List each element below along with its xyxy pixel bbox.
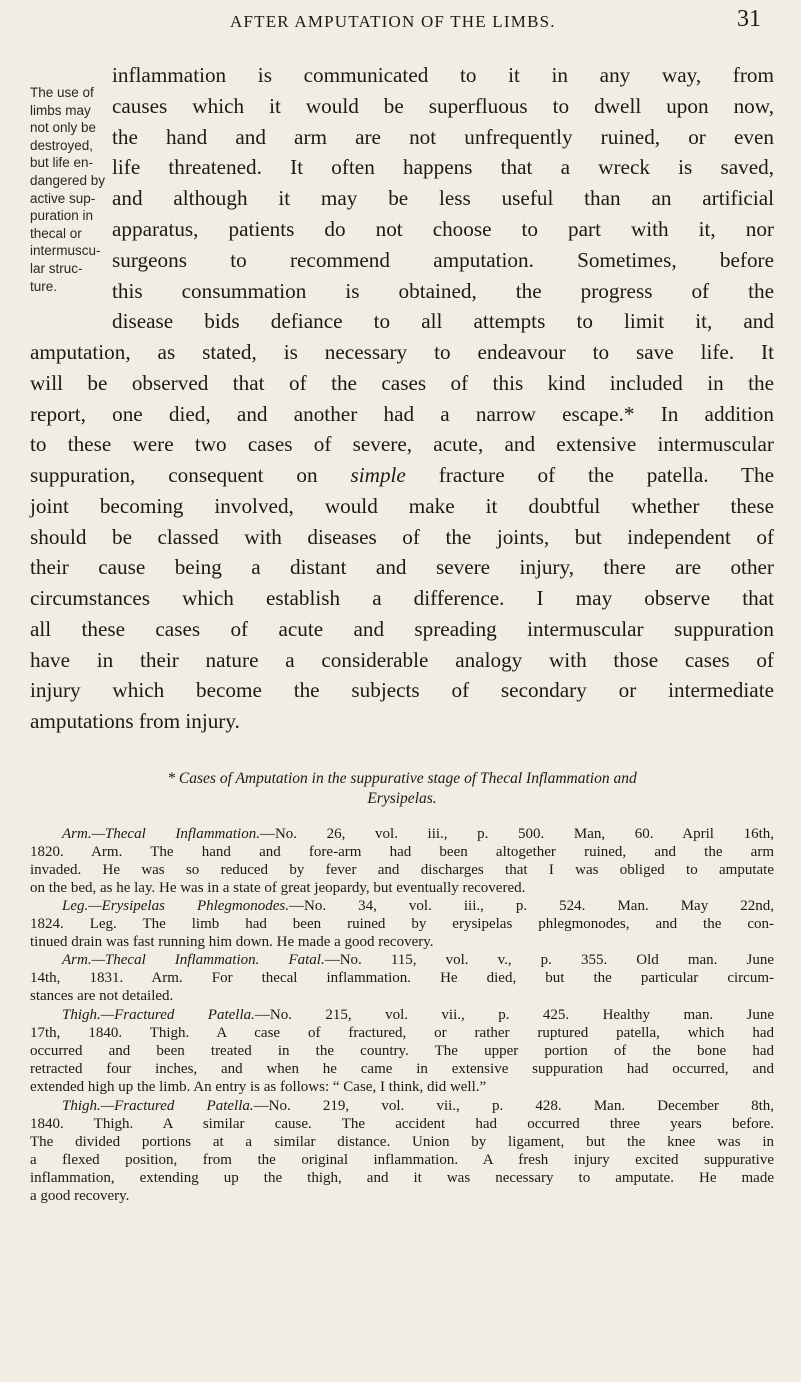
- page-number: 31: [737, 6, 761, 32]
- marginal-note: [30, 84, 106, 295]
- footnote-heading-line: * Cases of Amputation in the suppurative stage of Thecal Inflammation and: [167, 770, 637, 787]
- body-line: disease bids defiance to all attempts to limit it, and: [112, 309, 774, 334]
- footnote-line: [30, 898, 774, 916]
- body-line: should be classed with diseases of the joints, but independent of: [30, 524, 774, 549]
- footnote-line: [30, 826, 774, 844]
- body-line: surgeons to recommend amputation. Sometimes, before: [112, 247, 774, 272]
- marginal-note-line: lar struc-: [30, 260, 83, 276]
- page-header: [0, 6, 801, 36]
- body-line: circumstances which establish a difference. I may observe that: [30, 586, 774, 610]
- footnote-line: inflammation, extending up the thigh, and it was necessary to amputate. He made: [30, 1169, 774, 1186]
- marginal-note-line: destroyed,: [30, 137, 94, 153]
- body-line-part: fracture of the patella. The: [438, 463, 775, 487]
- body-line: joint becoming involved, would make it doubtful whether these: [30, 493, 774, 518]
- marginal-note-line: The use of: [30, 85, 94, 100]
- marginal-note-line: dangered by: [30, 172, 106, 188]
- footnote-text: —No. 115, vol. v., p. 355. Old man. June: [324, 952, 774, 968]
- body-line: and although it may be less useful than an artificial: [112, 186, 774, 211]
- footnote-line: tinued drain was fast running him down. He made a good recovery.: [30, 933, 434, 950]
- body-line: life threatened. It often happens that a wreck is saved,: [112, 155, 774, 180]
- footnote-line: 17th, 1840. Thigh. A case of fractured, or rather ruptured patella, which had: [30, 1024, 774, 1041]
- footnote-line: occurred and been treated in the country. The upper portion of the bone had: [30, 1042, 774, 1059]
- footnote-title: Thigh.—Fractured Patella.: [62, 1098, 254, 1114]
- body-line: [30, 460, 774, 491]
- footnote-line: The divided portions at a similar distance. Union by ligament, but the knee was in: [30, 1133, 774, 1150]
- body-line: amputation, as stated, is necessary to endeavour to save life. It: [30, 340, 774, 364]
- body-paragraph: [30, 337, 774, 737]
- body-line: their cause being a distant and severe injury, there are other: [30, 555, 774, 580]
- running-head: AFTER AMPUTATION OF THE LIMBS.: [230, 12, 556, 31]
- footnote-line: retracted four inches, and when he came in extensive suppuration had occurred, and: [30, 1060, 774, 1077]
- footnote-line: [30, 1007, 774, 1025]
- marginal-note-line: active sup-: [30, 190, 96, 206]
- footnote-text: —No. 34, vol. iii., p. 524. Man. May 22nd,: [289, 898, 774, 914]
- emphasis-simple: simple: [350, 463, 406, 487]
- footnote-text: —No. 26, vol. iii., p. 500. Man, 60. April 16th,: [259, 826, 775, 842]
- footnote-text: —No. 219, vol. vii., p. 428. Man. December 8th,: [253, 1098, 774, 1114]
- footnote-entry: [30, 952, 774, 1006]
- marginal-note-line: limbs may: [30, 102, 91, 118]
- marginal-note-line: not only be: [30, 120, 97, 136]
- body-line: all these cases of acute and spreading intermuscular suppuration: [30, 616, 774, 641]
- indented-paragraph: [112, 60, 774, 337]
- footnote-text: —No. 215, vol. vii., p. 425. Healthy man. June: [254, 1007, 774, 1023]
- body-line: apparatus, patients do not choose to part with it, nor: [112, 216, 774, 241]
- body-line: amputations from injury.: [30, 709, 240, 733]
- footnote-entry: [30, 1098, 774, 1205]
- footnote-line: [30, 1098, 774, 1116]
- body-line: to these were two cases of severe, acute, and extensive intermuscular: [30, 432, 774, 457]
- footnote-line: extended high up the limb. An entry is as follows: “ Case, I think, did well.”: [30, 1078, 487, 1095]
- footnote-title: Leg.—Erysipelas Phlegmonodes.: [62, 898, 290, 914]
- marginal-note-line: puration in: [30, 208, 94, 224]
- marginal-note-line: ture.: [30, 278, 58, 294]
- footnote-entry: [30, 898, 774, 952]
- marginal-note-line: but life en-: [30, 155, 94, 171]
- marginal-note-line: thecal or: [30, 225, 82, 241]
- body-line: injury which become the subjects of secondary or intermediate: [30, 678, 774, 703]
- body-line: report, one died, and another had a narrow escape.* In addition: [30, 401, 774, 426]
- body-line: have in their nature a considerable analogy with those cases of: [30, 647, 774, 672]
- footnote-title: Arm.—Thecal Inflammation.: [62, 826, 260, 842]
- footnote-entry: [30, 1007, 774, 1097]
- footnote-line: a flexed position, from the original inflammation. A fresh injury excited suppurative: [30, 1151, 774, 1168]
- footnote-heading: [30, 769, 774, 809]
- body-line: causes which it would be superfluous to dwell upon now,: [112, 93, 774, 118]
- footnote-title: Arm.—Thecal Inflammation. Fatal.: [62, 952, 325, 968]
- marginal-note-line: intermuscu-: [30, 243, 101, 259]
- footnote-line: invaded. He was so reduced by fever and discharges that I was obliged to amputate: [30, 861, 774, 878]
- body-line-part: suppuration, consequent on: [30, 463, 318, 487]
- body-line: will be observed that of the cases of this kind included in the: [30, 370, 774, 395]
- body-line: inflammation is communicated to it in any way, from: [112, 63, 774, 87]
- footnote-title: Thigh.—Fractured Patella.: [62, 1007, 255, 1023]
- body-line: this consummation is obtained, the progress of the: [112, 278, 774, 303]
- footnote-line: on the bed, as he lay. He was in a state of great jeopardy, but eventually recovered.: [30, 879, 526, 896]
- footnote-line: stances are not detailed.: [30, 987, 174, 1004]
- body-line: the hand and arm are not unfrequently ruined, or even: [112, 124, 774, 149]
- footnote-heading-line: Erysipelas.: [367, 790, 437, 807]
- footnote-line: 1820. Arm. The hand and fore-arm had been altogether ruined, and the arm: [30, 843, 774, 860]
- footnote-line: a good recovery.: [30, 1187, 130, 1204]
- footnote-line: 14th, 1831. Arm. For thecal inflammation. He died, but the particular circum-: [30, 969, 774, 986]
- footnote-line: 1824. Leg. The limb had been ruined by erysipelas phlegmonodes, and the con-: [30, 915, 774, 932]
- footnote-line: 1840. Thigh. A similar cause. The accident had occurred three years before.: [30, 1115, 774, 1132]
- footnote-line: [30, 952, 774, 970]
- footnote-entry: [30, 826, 774, 898]
